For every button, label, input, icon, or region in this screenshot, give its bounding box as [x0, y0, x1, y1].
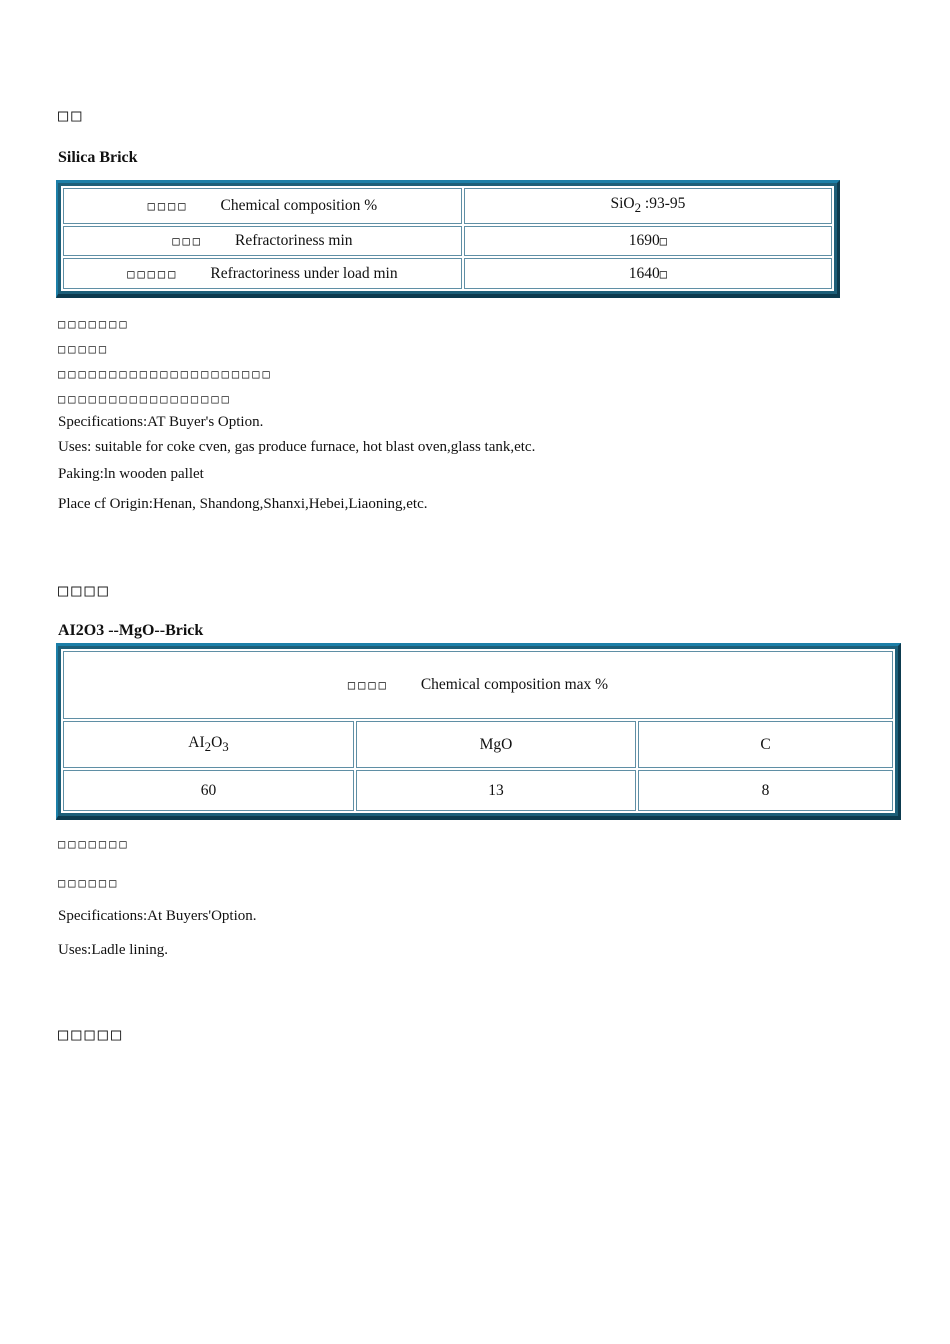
section1-cn-line: □□□□□□□□□□□□□□□□□□□□□: [58, 367, 273, 381]
row-label-cn: □□□□: [147, 198, 189, 213]
row-label-en: Refractoriness min: [235, 231, 353, 249]
table-row: [63, 651, 893, 719]
table-cell: [63, 226, 462, 257]
section1-uses: Uses: suitable for coke cven, gas produce furnace, hot blast oven,glass tank,etc.: [58, 439, 536, 455]
table-cell: MgO: [356, 721, 636, 768]
al2o3-mgo-brick-table: [56, 643, 901, 820]
row-label-cn: □□□□□: [127, 266, 179, 281]
table-cell: 60: [63, 770, 354, 811]
table-row: [63, 226, 832, 257]
col1-label: AI: [188, 733, 205, 751]
section2-cn-line: □□□□□□□: [58, 837, 130, 851]
section1-origin: Place cf Origin:Henan, Shandong,Shanxi,Hebei,Liaoning,etc.: [58, 496, 428, 512]
col1-subscript: 3: [222, 739, 229, 755]
section2-uses: Uses:Ladle lining.: [58, 942, 168, 958]
table-cell: [63, 721, 354, 768]
section1-specifications: Specifications:AT Buyer's Option.: [58, 414, 264, 430]
section1-cn-line: □□□□□□□: [58, 317, 130, 331]
table-cell: C: [638, 721, 893, 768]
section1-title: Silica Brick: [58, 149, 138, 166]
section2-heading-cn: □□□□: [58, 581, 111, 601]
row-label-en: Refractoriness under load min: [210, 264, 398, 282]
section1-paking: Paking:ln wooden pallet: [58, 466, 204, 482]
row-value-tail: :93-95: [641, 195, 686, 213]
table-cell: 13: [356, 770, 636, 811]
table-cell: 8: [638, 770, 893, 811]
row-value: 1640: [628, 264, 660, 282]
section3-heading-cn: □□□□□: [58, 1025, 125, 1045]
row-value-subscript: 2: [634, 200, 642, 216]
section1-cn-line: □□□□□□□□□□□□□□□□□: [58, 392, 232, 406]
header-label-en: Chemical composition max %: [420, 676, 609, 693]
table-cell: [63, 258, 462, 289]
row-value-tail: □: [659, 266, 668, 281]
table-row: [63, 721, 893, 768]
table-cell: [63, 188, 462, 224]
col1-subscript: 2: [204, 739, 212, 755]
section1-cn-line: □□□□□: [58, 342, 110, 356]
section2-title: AI2O3 --MgO--Brick: [58, 622, 204, 639]
header-label-cn: □□□□: [347, 678, 389, 692]
section2-specifications: Specifications:At Buyers'Option.: [58, 908, 257, 924]
section2-cn-line: □□□□□□: [58, 876, 120, 890]
row-value: 1690: [628, 231, 660, 249]
row-value: SiO: [610, 195, 635, 213]
table-header-cell: [63, 651, 893, 719]
table-row: [63, 258, 832, 289]
section1-heading-cn: □□: [58, 106, 85, 126]
row-value-tail: □: [659, 233, 668, 248]
col1-label: O: [211, 733, 223, 751]
row-label-en: Chemical composition %: [220, 196, 378, 214]
table-cell: [464, 258, 832, 289]
table-cell: [464, 226, 832, 257]
row-label-cn: □□□: [172, 233, 203, 248]
table-cell: [464, 188, 832, 224]
silica-brick-table: [56, 180, 840, 298]
table-row: [63, 188, 832, 224]
table-row: [63, 770, 893, 811]
